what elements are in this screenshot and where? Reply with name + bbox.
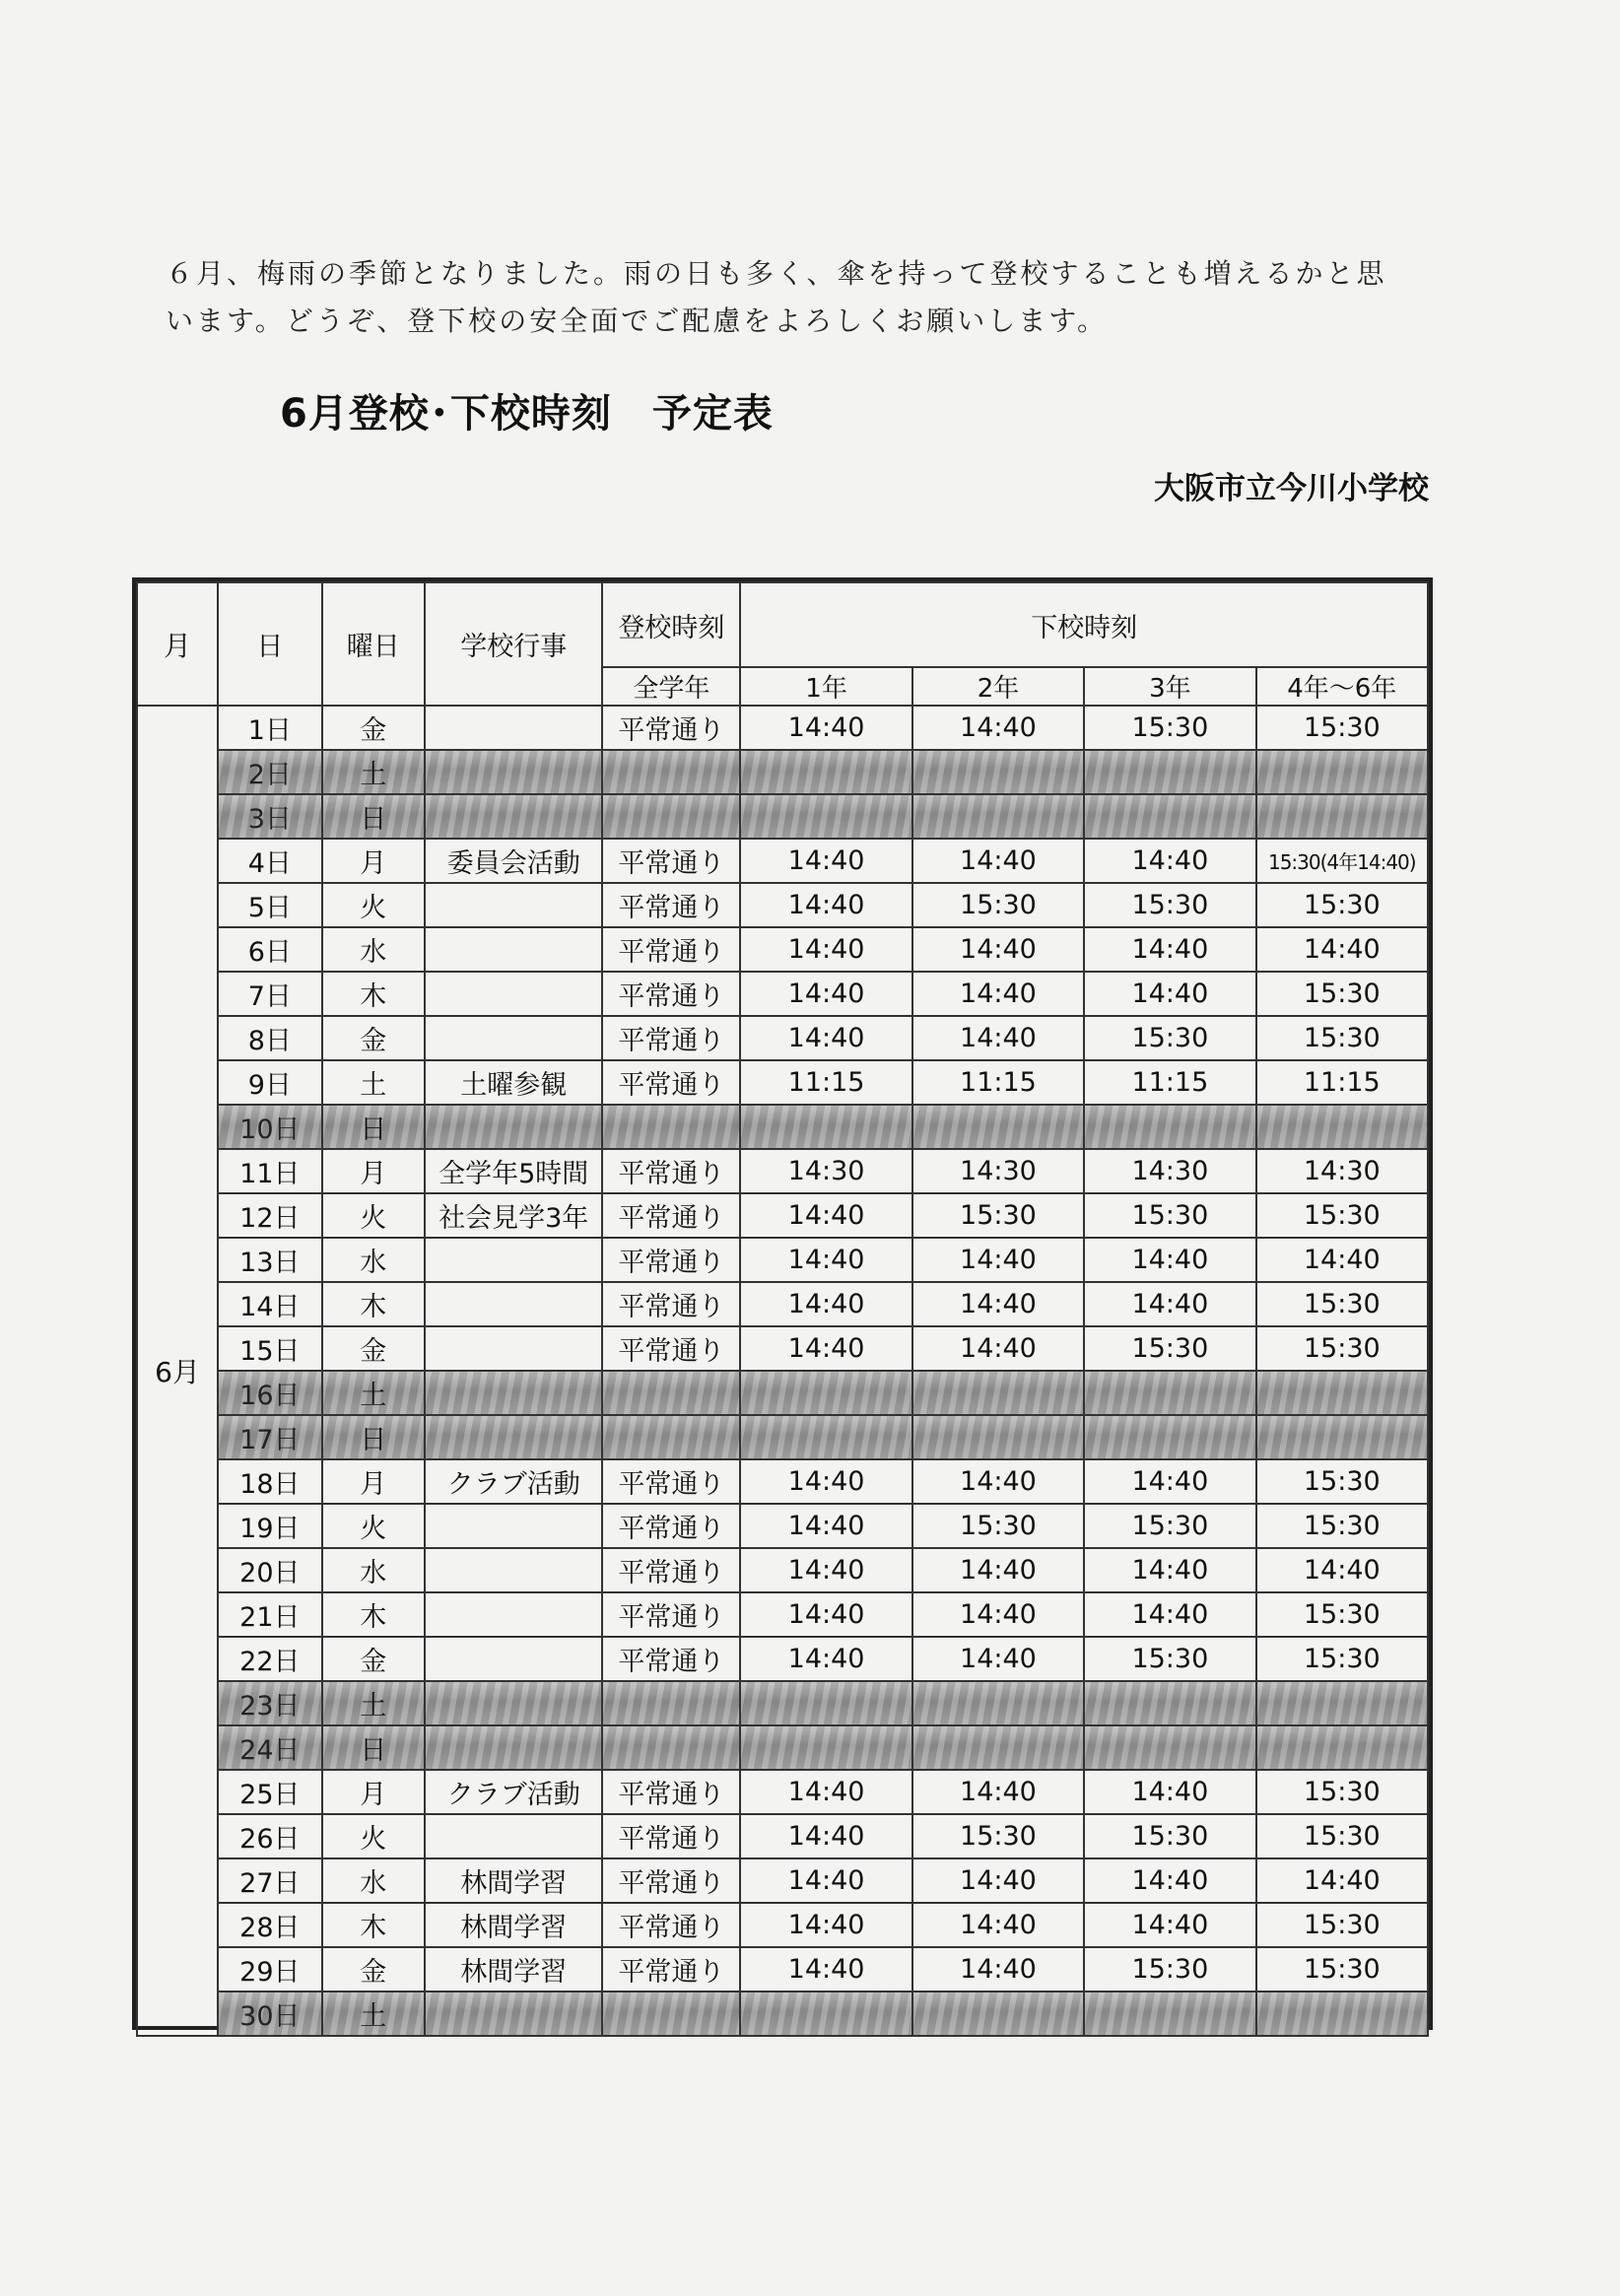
header-weekday: 曜日 (322, 582, 425, 706)
day-cell: 15日 (218, 1326, 321, 1371)
day-cell: 23日 (218, 1681, 321, 1725)
grade-4-6-time: 15:30(4年14:40) (1256, 839, 1428, 883)
weekday-cell: 木 (322, 1282, 425, 1326)
grade-4-6-time (1256, 794, 1428, 839)
grade-4-6-time: 14:40 (1256, 927, 1428, 972)
grade-1-time: 14:40 (740, 1238, 911, 1282)
grade-4-6-time: 15:30 (1256, 1770, 1428, 1814)
weekday-cell: 土 (322, 750, 425, 794)
day-cell: 12日 (218, 1193, 321, 1238)
arrival-cell: 平常通り (602, 1016, 740, 1060)
grade-1-time: 14:30 (740, 1149, 911, 1193)
grade-3-time: 14:40 (1084, 839, 1255, 883)
day-cell: 14日 (218, 1282, 321, 1326)
arrival-cell: 平常通り (602, 1548, 740, 1592)
event-cell (425, 1504, 602, 1548)
weekday-cell: 土 (322, 1371, 425, 1415)
weekday-cell: 水 (322, 1238, 425, 1282)
weekday-cell: 金 (322, 706, 425, 750)
event-cell (425, 1725, 602, 1770)
day-cell: 11日 (218, 1149, 321, 1193)
grade-3-time: 15:30 (1084, 883, 1255, 927)
grade-4-6-time (1256, 1992, 1428, 2036)
grade-2-time (912, 1415, 1084, 1459)
table-row (137, 1903, 1428, 1947)
grade-1-time: 14:40 (740, 883, 911, 927)
arrival-cell (602, 1725, 740, 1770)
day-cell: 9日 (218, 1060, 321, 1105)
arrival-cell: 平常通り (602, 1947, 740, 1992)
event-cell (425, 927, 602, 972)
event-cell: クラブ活動 (425, 1459, 602, 1504)
event-cell (425, 1814, 602, 1858)
grade-2-time: 14:40 (912, 1592, 1084, 1637)
header-event: 学校行事 (425, 582, 602, 706)
grade-1-time (740, 794, 911, 839)
grade-3-time (1084, 1992, 1255, 2036)
grade-4-6-time: 15:30 (1256, 1947, 1428, 1992)
table-row (137, 1637, 1428, 1681)
grade-2-time: 14:40 (912, 1548, 1084, 1592)
weekday-cell: 月 (322, 1770, 425, 1814)
table-row (137, 1681, 1428, 1725)
grade-1-time: 14:40 (740, 1770, 911, 1814)
table-row (137, 1548, 1428, 1592)
table-row (137, 839, 1428, 883)
grade-2-time (912, 794, 1084, 839)
event-cell (425, 1326, 602, 1371)
table-row (137, 1282, 1428, 1326)
table-row (137, 1371, 1428, 1415)
intro-text (166, 250, 1447, 345)
grade-1-time (740, 750, 911, 794)
grade-1-time (740, 1415, 911, 1459)
weekday-cell: 日 (322, 1105, 425, 1149)
page-title: 6月登校･下校時刻 予定表 (280, 391, 774, 437)
weekday-cell: 火 (322, 883, 425, 927)
day-cell: 6日 (218, 927, 321, 972)
event-cell: 林間学習 (425, 1903, 602, 1947)
weekday-cell: 日 (322, 1725, 425, 1770)
grade-3-time (1084, 750, 1255, 794)
grade-1-time: 14:40 (740, 1903, 911, 1947)
school-name: 大阪市立今川小学校 (1154, 471, 1429, 506)
grade-2-time: 15:30 (912, 1193, 1084, 1238)
grade-4-6-time: 15:30 (1256, 1016, 1428, 1060)
day-cell: 8日 (218, 1016, 321, 1060)
arrival-cell: 平常通り (602, 883, 740, 927)
day-cell: 3日 (218, 794, 321, 839)
weekday-cell: 金 (322, 1947, 425, 1992)
event-cell: 林間学習 (425, 1947, 602, 1992)
weekday-cell: 土 (322, 1060, 425, 1105)
grade-3-time (1084, 1681, 1255, 1725)
table-row (137, 1105, 1428, 1149)
day-cell: 16日 (218, 1371, 321, 1415)
event-cell (425, 706, 602, 750)
grade-2-time: 14:40 (912, 1858, 1084, 1903)
arrival-cell (602, 1415, 740, 1459)
day-cell: 19日 (218, 1504, 321, 1548)
grade-4-6-time (1256, 1371, 1428, 1415)
day-cell: 27日 (218, 1858, 321, 1903)
table-row (137, 750, 1428, 794)
weekday-cell: 木 (322, 972, 425, 1016)
grade-3-time: 14:30 (1084, 1149, 1255, 1193)
event-cell (425, 972, 602, 1016)
event-cell: 社会見学3年 (425, 1193, 602, 1238)
grade-2-time: 15:30 (912, 883, 1084, 927)
event-cell (425, 1548, 602, 1592)
table-row (137, 706, 1428, 750)
arrival-cell (602, 1105, 740, 1149)
day-cell: 4日 (218, 839, 321, 883)
table-row (137, 1326, 1428, 1371)
schedule-body (137, 706, 1428, 2036)
weekday-cell: 火 (322, 1193, 425, 1238)
grade-4-6-time: 15:30 (1256, 1637, 1428, 1681)
grade-3-time (1084, 1415, 1255, 1459)
grade-3-time: 14:40 (1084, 1459, 1255, 1504)
arrival-cell: 平常通り (602, 1770, 740, 1814)
table-row (137, 1060, 1428, 1105)
table-row (137, 1947, 1428, 1992)
grade-2-time: 14:30 (912, 1149, 1084, 1193)
grade-3-time: 14:40 (1084, 972, 1255, 1016)
arrival-cell: 平常通り (602, 1592, 740, 1637)
arrival-cell: 平常通り (602, 1326, 740, 1371)
table-row (137, 927, 1428, 972)
grade-1-time: 14:40 (740, 706, 911, 750)
day-cell: 2日 (218, 750, 321, 794)
event-cell (425, 794, 602, 839)
weekday-cell: 金 (322, 1326, 425, 1371)
grade-4-6-time: 15:30 (1256, 1193, 1428, 1238)
grade-1-time: 14:40 (740, 1858, 911, 1903)
grade-3-time (1084, 794, 1255, 839)
grade-1-time (740, 1992, 911, 2036)
header-grade-4-6: 4年～6年 (1256, 667, 1428, 706)
arrival-cell: 平常通り (602, 1459, 740, 1504)
arrival-cell (602, 750, 740, 794)
grade-2-time: 15:30 (912, 1504, 1084, 1548)
schedule-table (132, 577, 1433, 2030)
grade-2-time: 11:15 (912, 1060, 1084, 1105)
header-dismissal: 下校時刻 (740, 582, 1428, 667)
event-cell (425, 1415, 602, 1459)
table-row (137, 1415, 1428, 1459)
arrival-cell: 平常通り (602, 1814, 740, 1858)
day-cell: 17日 (218, 1415, 321, 1459)
day-cell: 18日 (218, 1459, 321, 1504)
event-cell (425, 1992, 602, 2036)
weekday-cell: 月 (322, 839, 425, 883)
grade-3-time: 15:30 (1084, 706, 1255, 750)
grade-4-6-time (1256, 1105, 1428, 1149)
day-cell: 25日 (218, 1770, 321, 1814)
table-row (137, 1238, 1428, 1282)
event-cell (425, 1592, 602, 1637)
day-cell: 22日 (218, 1637, 321, 1681)
day-cell: 5日 (218, 883, 321, 927)
grade-1-time: 14:40 (740, 927, 911, 972)
grade-2-time: 15:30 (912, 1814, 1084, 1858)
grade-4-6-time: 15:30 (1256, 1814, 1428, 1858)
weekday-cell: 月 (322, 1149, 425, 1193)
event-cell (425, 883, 602, 927)
day-cell: 13日 (218, 1238, 321, 1282)
grade-1-time: 14:40 (740, 1592, 911, 1637)
grade-4-6-time: 14:40 (1256, 1858, 1428, 1903)
arrival-cell (602, 794, 740, 839)
grade-1-time: 14:40 (740, 1637, 911, 1681)
event-cell: 委員会活動 (425, 839, 602, 883)
grade-3-time: 14:40 (1084, 1282, 1255, 1326)
grade-4-6-time (1256, 1415, 1428, 1459)
grade-4-6-time: 15:30 (1256, 1903, 1428, 1947)
event-cell (425, 1238, 602, 1282)
arrival-cell: 平常通り (602, 706, 740, 750)
event-cell (425, 1105, 602, 1149)
grade-2-time: 14:40 (912, 972, 1084, 1016)
grade-4-6-time: 15:30 (1256, 706, 1428, 750)
weekday-cell: 木 (322, 1592, 425, 1637)
event-cell (425, 1282, 602, 1326)
day-cell: 20日 (218, 1548, 321, 1592)
grade-3-time: 15:30 (1084, 1637, 1255, 1681)
grade-2-time: 14:40 (912, 1770, 1084, 1814)
event-cell (425, 1637, 602, 1681)
event-cell (425, 1371, 602, 1415)
weekday-cell: 金 (322, 1637, 425, 1681)
grade-1-time: 14:40 (740, 1548, 911, 1592)
grade-4-6-time: 15:30 (1256, 1326, 1428, 1371)
grade-4-6-time: 15:30 (1256, 1504, 1428, 1548)
day-cell: 29日 (218, 1947, 321, 1992)
grade-4-6-time: 15:30 (1256, 1459, 1428, 1504)
table-row (137, 1504, 1428, 1548)
grade-2-time: 14:40 (912, 1238, 1084, 1282)
grade-3-time: 14:40 (1084, 1548, 1255, 1592)
event-cell: 全学年5時間 (425, 1149, 602, 1193)
grade-2-time: 14:40 (912, 1947, 1084, 1992)
grade-2-time: 14:40 (912, 839, 1084, 883)
grade-4-6-time: 15:30 (1256, 1592, 1428, 1637)
grade-2-time: 14:40 (912, 1282, 1084, 1326)
grade-2-time (912, 750, 1084, 794)
grade-1-time (740, 1105, 911, 1149)
grade-2-time: 14:40 (912, 706, 1084, 750)
day-cell: 7日 (218, 972, 321, 1016)
header-all-grades: 全学年 (602, 667, 740, 706)
weekday-cell: 火 (322, 1814, 425, 1858)
grade-2-time (912, 1371, 1084, 1415)
grade-3-time: 15:30 (1084, 1504, 1255, 1548)
event-cell (425, 750, 602, 794)
grade-3-time (1084, 1725, 1255, 1770)
weekday-cell: 金 (322, 1016, 425, 1060)
weekday-cell: 火 (322, 1504, 425, 1548)
table-row (137, 1770, 1428, 1814)
grade-2-time: 14:40 (912, 1459, 1084, 1504)
table-row (137, 1193, 1428, 1238)
table-row (137, 1992, 1428, 2036)
grade-1-time: 14:40 (740, 972, 911, 1016)
arrival-cell: 平常通り (602, 1637, 740, 1681)
grade-1-time: 14:40 (740, 1282, 911, 1326)
grade-3-time: 14:40 (1084, 1592, 1255, 1637)
day-cell: 30日 (218, 1992, 321, 2036)
table-row (137, 1725, 1428, 1770)
intro-line-2: います。どうぞ、登下校の安全面でご配慮をよろしくお願いします。 (166, 304, 1108, 337)
weekday-cell: 水 (322, 1858, 425, 1903)
month-cell: 6月 (137, 706, 218, 2036)
grade-2-time: 14:40 (912, 1016, 1084, 1060)
arrival-cell: 平常通り (602, 1238, 740, 1282)
arrival-cell: 平常通り (602, 1858, 740, 1903)
grade-3-time (1084, 1371, 1255, 1415)
grade-1-time: 14:40 (740, 839, 911, 883)
day-cell: 10日 (218, 1105, 321, 1149)
grade-2-time: 14:40 (912, 1637, 1084, 1681)
event-cell: クラブ活動 (425, 1770, 602, 1814)
arrival-cell (602, 1992, 740, 2036)
grade-4-6-time: 14:30 (1256, 1149, 1428, 1193)
grade-3-time (1084, 1105, 1255, 1149)
event-cell (425, 1016, 602, 1060)
grade-4-6-time: 14:40 (1256, 1548, 1428, 1592)
grade-4-6-time: 15:30 (1256, 972, 1428, 1016)
grade-1-time: 14:40 (740, 1016, 911, 1060)
header-month: 月 (137, 582, 218, 706)
arrival-cell (602, 1681, 740, 1725)
table-row (137, 1459, 1428, 1504)
weekday-cell: 日 (322, 794, 425, 839)
event-cell: 林間学習 (425, 1858, 602, 1903)
arrival-cell: 平常通り (602, 1282, 740, 1326)
header-grade-3: 3年 (1084, 667, 1255, 706)
table-row (137, 1858, 1428, 1903)
weekday-cell: 水 (322, 927, 425, 972)
grade-1-time: 14:40 (740, 1193, 911, 1238)
grade-3-time: 15:30 (1084, 1016, 1255, 1060)
weekday-cell: 木 (322, 1903, 425, 1947)
table-row (137, 1592, 1428, 1637)
day-cell: 24日 (218, 1725, 321, 1770)
grade-2-time (912, 1681, 1084, 1725)
grade-2-time: 14:40 (912, 927, 1084, 972)
grade-4-6-time: 15:30 (1256, 1282, 1428, 1326)
weekday-cell: 日 (322, 1415, 425, 1459)
grade-3-time: 14:40 (1084, 927, 1255, 972)
grade-2-time (912, 1105, 1084, 1149)
weekday-cell: 土 (322, 1681, 425, 1725)
grade-2-time: 14:40 (912, 1903, 1084, 1947)
grade-1-time: 14:40 (740, 1459, 911, 1504)
grade-1-time (740, 1681, 911, 1725)
grade-3-time: 15:30 (1084, 1326, 1255, 1371)
grade-4-6-time (1256, 1725, 1428, 1770)
grade-4-6-time: 15:30 (1256, 883, 1428, 927)
grade-4-6-time (1256, 1681, 1428, 1725)
day-cell: 21日 (218, 1592, 321, 1637)
grade-2-time (912, 1992, 1084, 2036)
arrival-cell: 平常通り (602, 839, 740, 883)
grade-1-time: 14:40 (740, 1814, 911, 1858)
intro-line-1: ６月、梅雨の季節となりました。雨の日も多く、傘を持って登校することも増えるかと思 (166, 257, 1387, 290)
arrival-cell: 平常通り (602, 972, 740, 1016)
arrival-cell: 平常通り (602, 1193, 740, 1238)
day-cell: 26日 (218, 1814, 321, 1858)
grade-3-time: 14:40 (1084, 1903, 1255, 1947)
arrival-cell: 平常通り (602, 1060, 740, 1105)
grade-1-time: 11:15 (740, 1060, 911, 1105)
weekday-cell: 土 (322, 1992, 425, 2036)
arrival-cell: 平常通り (602, 1504, 740, 1548)
grade-2-time (912, 1725, 1084, 1770)
grade-1-time: 14:40 (740, 1504, 911, 1548)
grade-1-time (740, 1725, 911, 1770)
day-cell: 28日 (218, 1903, 321, 1947)
day-cell: 1日 (218, 706, 321, 750)
grade-3-time: 15:30 (1084, 1193, 1255, 1238)
table-row (137, 1814, 1428, 1858)
grade-3-time: 11:15 (1084, 1060, 1255, 1105)
arrival-cell (602, 1371, 740, 1415)
arrival-cell: 平常通り (602, 927, 740, 972)
header-grade-2: 2年 (912, 667, 1084, 706)
arrival-cell: 平常通り (602, 1149, 740, 1193)
grade-1-time: 14:40 (740, 1947, 911, 1992)
header-day: 日 (218, 582, 321, 706)
arrival-cell: 平常通り (602, 1903, 740, 1947)
grade-3-time: 14:40 (1084, 1238, 1255, 1282)
event-cell (425, 1681, 602, 1725)
table-row (137, 883, 1428, 927)
weekday-cell: 水 (322, 1548, 425, 1592)
grade-4-6-time: 11:15 (1256, 1060, 1428, 1105)
grade-3-time: 15:30 (1084, 1814, 1255, 1858)
event-cell: 土曜参観 (425, 1060, 602, 1105)
table-row (137, 972, 1428, 1016)
grade-3-time: 14:40 (1084, 1770, 1255, 1814)
grade-3-time: 14:40 (1084, 1858, 1255, 1903)
table-row (137, 1149, 1428, 1193)
grade-1-time (740, 1371, 911, 1415)
grade-3-time: 15:30 (1084, 1947, 1255, 1992)
header-grade-1: 1年 (740, 667, 911, 706)
grade-1-time: 14:40 (740, 1326, 911, 1371)
grade-4-6-time: 14:40 (1256, 1238, 1428, 1282)
grade-2-time: 14:40 (912, 1326, 1084, 1371)
grade-4-6-time (1256, 750, 1428, 794)
table-row (137, 794, 1428, 839)
header-arrival: 登校時刻 (602, 582, 740, 667)
table-row (137, 1016, 1428, 1060)
weekday-cell: 月 (322, 1459, 425, 1504)
